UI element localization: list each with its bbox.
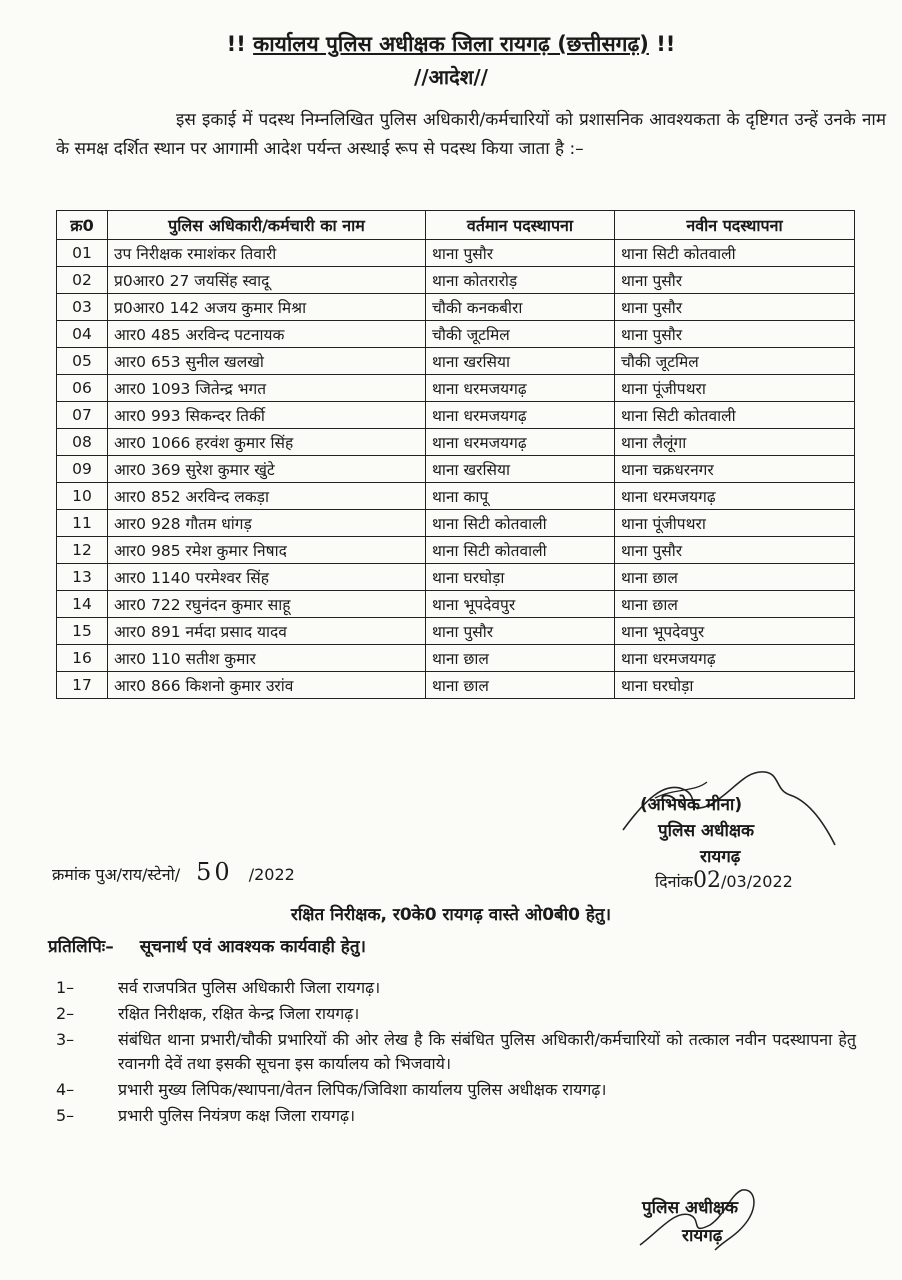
cell-name: प्र0आर0 142 अजय कुमार मिश्रा <box>108 294 426 321</box>
header-serial: क्र0 <box>57 211 108 240</box>
copy-item-number: 5– <box>56 1106 75 1125</box>
cell-name: आर0 928 गौतम धांगड़ <box>108 510 426 537</box>
table-row <box>57 321 855 348</box>
cell-name: आर0 369 सुरेश कुमार खुंटे <box>108 456 426 483</box>
copy-item-text: प्रभारी मुख्य लिपिक/स्थापना/वेतन लिपिक/जिविशा कार्यालय पुलिस अधीक्षक रायगढ़। <box>118 1080 607 1099</box>
table-header-row <box>57 211 855 240</box>
cell-name: आर0 852 अरविन्द लकड़ा <box>108 483 426 510</box>
cell-current-posting: थाना पुसौर <box>426 240 615 267</box>
cell-new-posting: थाना छाल <box>615 591 855 618</box>
cell-new-posting: थाना पूंजीपथरा <box>615 375 855 402</box>
cell-serial: 03 <box>57 294 108 321</box>
title-suffix: !! <box>656 32 676 56</box>
cell-serial: 12 <box>57 537 108 564</box>
copy-list-item <box>56 1104 856 1128</box>
cell-current-posting: थाना छाल <box>426 645 615 672</box>
cell-current-posting: चौकी कनकबीरा <box>426 294 615 321</box>
copy-item-text: रक्षित निरीक्षक, रक्षित केन्द्र जिला रायगढ़। <box>118 1004 360 1023</box>
cell-serial: 15 <box>57 618 108 645</box>
cell-new-posting: थाना पुसौर <box>615 537 855 564</box>
order-date <box>655 868 793 893</box>
signatory-designation: पुलिस अधीक्षक <box>658 821 755 841</box>
cell-serial: 02 <box>57 267 108 294</box>
cell-serial: 14 <box>57 591 108 618</box>
reference-suffix: /2022 <box>248 865 295 884</box>
copy-list-item <box>56 1078 856 1102</box>
cell-serial: 05 <box>57 348 108 375</box>
cell-new-posting: थाना धरमजयगढ़ <box>615 483 855 510</box>
cell-current-posting: थाना कोतरारोड़ <box>426 267 615 294</box>
table-row <box>57 564 855 591</box>
cell-new-posting: थाना पुसौर <box>615 321 855 348</box>
signatory-name: (अभिषेक मीना) <box>640 795 743 815</box>
date-day: 02 <box>692 868 721 893</box>
intro-paragraph: इस इकाई में पदस्थ निम्नलिखित पुलिस अधिकारी/कर्मचारियों को प्रशासनिक आवश्यकता के दृष्टिगत उन्हें उनके नाम के समक्ष दर्शित स्थान पर आगामी आदेश पर्यन्त अस्थाई रूप से पदस्थ किया जाता है :– <box>56 110 886 159</box>
table-row <box>57 456 855 483</box>
table-row <box>57 618 855 645</box>
cell-name: आर0 891 नर्मदा प्रसाद यादव <box>108 618 426 645</box>
cell-new-posting: थाना सिटी कोतवाली <box>615 402 855 429</box>
cell-new-posting: थाना पूंजीपथरा <box>615 510 855 537</box>
header-current-posting: वर्तमान पदस्थापना <box>426 211 615 240</box>
cell-name: आर0 110 सतीश कुमार <box>108 645 426 672</box>
cell-serial: 01 <box>57 240 108 267</box>
cell-current-posting: थाना खरसिया <box>426 456 615 483</box>
table-row <box>57 267 855 294</box>
cell-name: आर0 1066 हरवंश कुमार सिंह <box>108 429 426 456</box>
cell-current-posting: थाना छाल <box>426 672 615 699</box>
cell-current-posting: थाना धरमजयगढ़ <box>426 375 615 402</box>
reference-handwritten-number: 50 <box>196 858 233 886</box>
cell-new-posting: थाना घरघोड़ा <box>615 672 855 699</box>
cell-current-posting: चौकी जूटमिल <box>426 321 615 348</box>
cell-serial: 04 <box>57 321 108 348</box>
cell-current-posting: थाना घरघोड़ा <box>426 564 615 591</box>
table-row <box>57 348 855 375</box>
cell-serial: 17 <box>57 672 108 699</box>
table-row <box>57 510 855 537</box>
reference-number <box>52 858 295 886</box>
table-row <box>57 483 855 510</box>
cell-new-posting: थाना लैलूंगा <box>615 429 855 456</box>
table-row <box>57 645 855 672</box>
copy-list <box>56 976 856 1130</box>
table-row <box>57 240 855 267</box>
cell-name: आर0 993 सिकन्दर तिर्की <box>108 402 426 429</box>
order-heading: //आदेश// <box>414 65 488 89</box>
copy-list-item <box>56 1002 856 1026</box>
cell-serial: 07 <box>57 402 108 429</box>
posting-table <box>56 210 855 699</box>
signatory-district: रायगढ़ <box>700 847 741 867</box>
signature-block <box>640 792 754 870</box>
table-row <box>57 294 855 321</box>
cell-new-posting: थाना सिटी कोतवाली <box>615 240 855 267</box>
table-body <box>57 240 855 699</box>
recipient-line: रक्षित निरीक्षक, र0के0 रायगढ़ वास्ते ओ0बी0 हेतु। <box>290 905 612 925</box>
date-rest: /03/2022 <box>720 872 793 891</box>
cell-current-posting: थाना भूपदेवपुर <box>426 591 615 618</box>
copy-item-text: प्रभारी पुलिस नियंत्रण कक्ष जिला रायगढ़। <box>118 1106 356 1125</box>
table-row <box>57 375 855 402</box>
table-row <box>57 591 855 618</box>
cell-serial: 16 <box>57 645 108 672</box>
cell-name: आर0 1140 परमेश्वर सिंह <box>108 564 426 591</box>
cell-new-posting: चौकी जूटमिल <box>615 348 855 375</box>
cell-new-posting: थाना पुसौर <box>615 294 855 321</box>
footer-designation: पुलिस अधीक्षक <box>642 1198 739 1218</box>
date-label: दिनांक <box>655 872 693 891</box>
copy-item-number: 1– <box>56 978 75 997</box>
cell-new-posting: थाना पुसौर <box>615 267 855 294</box>
cell-new-posting: थाना धरमजयगढ़ <box>615 645 855 672</box>
cell-current-posting: थाना कापू <box>426 483 615 510</box>
table-row <box>57 402 855 429</box>
cell-name: आर0 985 रमेश कुमार निषाद <box>108 537 426 564</box>
cell-name: प्र0आर0 27 जयसिंह स्वादू <box>108 267 426 294</box>
copy-label: प्रतिलिपिः– <box>48 937 114 957</box>
table-row <box>57 429 855 456</box>
header-new-posting: नवीन पदस्थापना <box>615 211 855 240</box>
cell-new-posting: थाना छाल <box>615 564 855 591</box>
cell-current-posting: थाना सिटी कोतवाली <box>426 537 615 564</box>
copy-heading <box>48 934 366 957</box>
cell-current-posting: थाना पुसौर <box>426 618 615 645</box>
office-title <box>0 30 902 58</box>
cell-serial: 10 <box>57 483 108 510</box>
copy-purpose: सूचनार्थ एवं आवश्यक कार्यवाही हेतु। <box>139 937 366 957</box>
cell-serial: 11 <box>57 510 108 537</box>
title-prefix: !! <box>226 32 246 56</box>
copy-item-text: सर्व राजपत्रित पुलिस अधिकारी जिला रायगढ़। <box>118 978 381 997</box>
header-name: पुलिस अधिकारी/कर्मचारी का नाम <box>108 211 426 240</box>
copy-list-item <box>56 1028 856 1076</box>
table-row <box>57 537 855 564</box>
cell-current-posting: थाना खरसिया <box>426 348 615 375</box>
footer-signature-block <box>642 1194 738 1250</box>
cell-current-posting: थाना सिटी कोतवाली <box>426 510 615 537</box>
cell-current-posting: थाना धरमजयगढ़ <box>426 429 615 456</box>
office-name: कार्यालय पुलिस अधीक्षक जिला रायगढ़ (छत्तीसगढ़) <box>253 32 649 56</box>
cell-name: आर0 1093 जितेन्द्र भगत <box>108 375 426 402</box>
cell-name: उप निरीक्षक रमाशंकर तिवारी <box>108 240 426 267</box>
cell-name: आर0 485 अरविन्द पटनायक <box>108 321 426 348</box>
copy-list-item <box>56 976 856 1000</box>
cell-name: आर0 722 रघुनंदन कुमार साहू <box>108 591 426 618</box>
cell-serial: 06 <box>57 375 108 402</box>
copy-item-number: 2– <box>56 1004 75 1023</box>
table-row <box>57 672 855 699</box>
cell-new-posting: थाना भूपदेवपुर <box>615 618 855 645</box>
cell-current-posting: थाना धरमजयगढ़ <box>426 402 615 429</box>
copy-item-text: संबंधित थाना प्रभारी/चौकी प्रभारियों की ओर लेख है कि संबंधित पुलिस अधिकारी/कर्मचारियों को तत्काल नवीन पदस्थापना हेतु रवानगी देवें तथा इसकी सूचना इस कार्यालय को भिजवाये। <box>118 1030 856 1073</box>
reference-prefix: क्रमांक पुअ/राय/स्टेनो/ <box>52 865 181 884</box>
cell-new-posting: थाना चक्रधरनगर <box>615 456 855 483</box>
copy-item-number: 4– <box>56 1080 75 1099</box>
cell-serial: 13 <box>57 564 108 591</box>
cell-serial: 08 <box>57 429 108 456</box>
cell-name: आर0 866 किशनो कुमार उरांव <box>108 672 426 699</box>
cell-serial: 09 <box>57 456 108 483</box>
copy-item-number: 3– <box>56 1030 75 1049</box>
cell-name: आर0 653 सुनील खलखो <box>108 348 426 375</box>
footer-district: रायगढ़ <box>682 1226 723 1246</box>
